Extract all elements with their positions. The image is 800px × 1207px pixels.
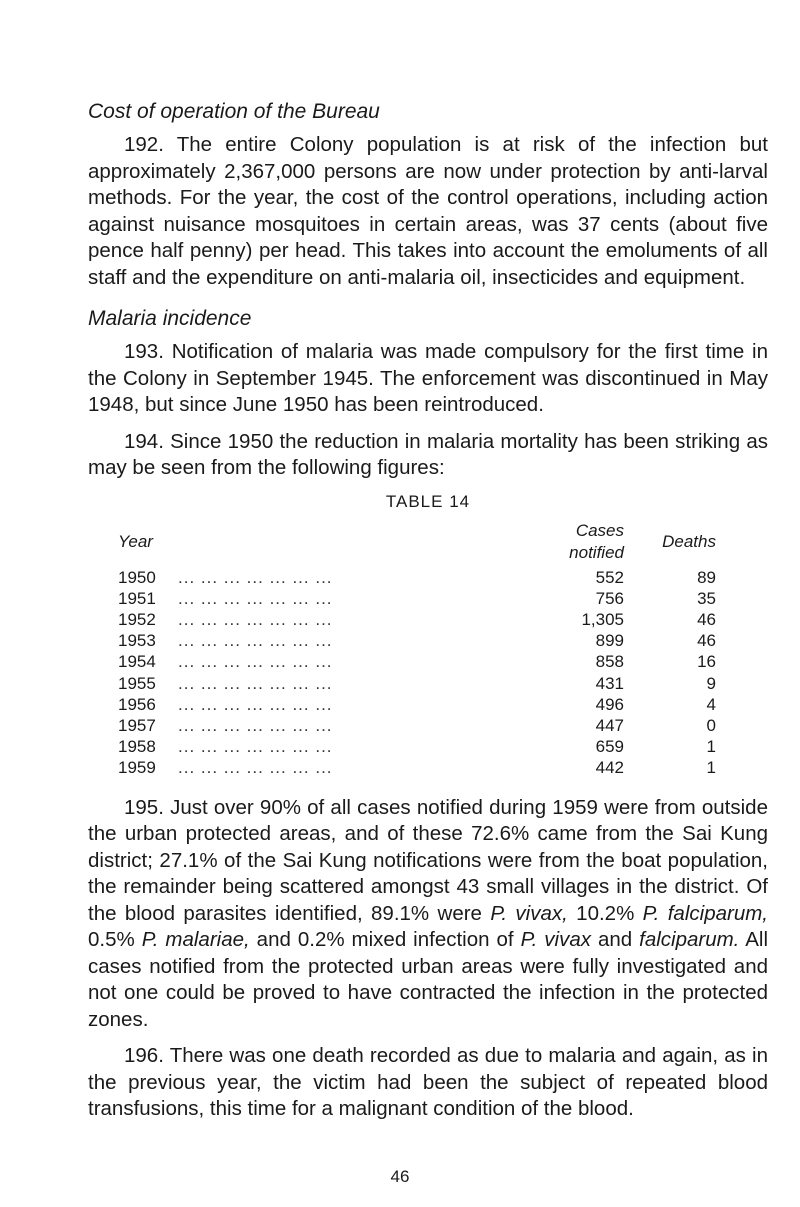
- year-cell: 1958: [118, 737, 156, 757]
- table-row: [118, 715, 730, 736]
- leader-dots: ... ... ... ... ... ... ...: [178, 715, 333, 735]
- paragraph-192: 192. The entire Colony population is at risk of the infection but approximately 2,367,000 persons are now under protection by anti-larval methods. For the year, the cost of the control operations, including action against nuisance mosquitoes in certain areas, was 37 cents (about five pence half penny) per head. This takes into account the emoluments of all staff and the expenditure on anti-malaria oil, insecticides and equipment.: [88, 133, 768, 289]
- cases-cell: 1,305: [581, 609, 624, 629]
- leader-dots: ... ... ... ... ... ... ...: [178, 631, 333, 651]
- deaths-cell: 16: [697, 652, 716, 672]
- cases-cell: 858: [595, 652, 624, 672]
- deaths-cell: 46: [697, 609, 716, 629]
- year-cell: 1959: [118, 758, 156, 778]
- section-heading-malaria-incidence: Malaria incidence: [88, 307, 252, 330]
- cases-cell: 431: [595, 673, 624, 693]
- cases-cell: 659: [595, 737, 624, 757]
- deaths-cell: 1: [706, 758, 716, 778]
- deaths-cell: 0: [706, 715, 716, 735]
- leader-dots: ... ... ... ... ... ... ...: [178, 588, 333, 608]
- year-cell: 1954: [118, 652, 156, 672]
- leader-dots: ... ... ... ... ... ... ...: [178, 609, 333, 629]
- malaria-table: [118, 520, 730, 779]
- table-row: [118, 588, 730, 609]
- leader-dots: ... ... ... ... ... ... ...: [178, 694, 333, 714]
- cases-cell: 447: [595, 715, 624, 735]
- cases-cell: 899: [595, 631, 624, 651]
- table-title: TABLE 14: [385, 491, 471, 511]
- table-row: [118, 757, 730, 778]
- year-cell: 1950: [118, 567, 156, 587]
- paragraph-195: 195. Just over 90% of all cases notified during 1959 were from outside the urban protected areas, and of these 72.6% came from the Sai Kung district; 27.1% of the Sai Kung notifications were from the boat population, the remainder being scattered amongst 43 small villages in the district. Of the blood parasites identified, 89.1% were P. vivax, 10.2% P. falciparum, 0.5% P. malariae, and 0.2% mixed infection of P. vivax and falciparum. All cases notified from the protected urban areas were fully investigated and not one could be proved to have contracted the infection in the protected zones.: [88, 795, 769, 1031]
- header-year: Year: [118, 531, 153, 551]
- leader-dots: ... ... ... ... ... ... ...: [178, 758, 333, 778]
- leader-dots: ... ... ... ... ... ... ...: [178, 673, 333, 693]
- page-number: 46: [390, 1167, 410, 1186]
- header-deaths: Deaths: [662, 531, 716, 551]
- leader-dots: ... ... ... ... ... ... ...: [178, 567, 333, 587]
- deaths-cell: 1: [706, 737, 716, 757]
- year-cell: 1952: [118, 609, 156, 629]
- leader-dots: ... ... ... ... ... ... ...: [178, 652, 333, 672]
- table-row: [118, 567, 730, 588]
- table-row: [118, 673, 730, 694]
- table-row: [118, 651, 730, 672]
- paragraph-194: 194. Since 1950 the reduction in malaria mortality has been striking as may be seen from the following figures:: [88, 429, 768, 479]
- table-body: [118, 567, 730, 779]
- cases-cell: 496: [595, 694, 624, 714]
- cases-cell: 552: [595, 567, 624, 587]
- deaths-cell: 9: [706, 673, 716, 693]
- table-row: [118, 609, 730, 630]
- deaths-cell: 46: [697, 631, 716, 651]
- year-cell: 1953: [118, 631, 156, 651]
- deaths-cell: 89: [697, 567, 716, 587]
- document-page: [88, 98, 768, 1133]
- year-cell: 1951: [118, 588, 156, 608]
- deaths-cell: 4: [706, 694, 716, 714]
- table-row: [118, 694, 730, 715]
- year-cell: 1955: [118, 673, 156, 693]
- section-heading-cost: Cost of operation of the Bureau: [88, 100, 380, 123]
- table-row: [118, 736, 730, 757]
- header-cases: Cases notified: [569, 520, 624, 562]
- leader-dots: ... ... ... ... ... ... ...: [178, 737, 333, 757]
- paragraph-193: 193. Notification of malaria was made compulsory for the first time in the Colony in September 1945. The enforcement was discontinued in May 1948, but since June 1950 has been reintroduced.: [88, 340, 768, 416]
- table-header-row: [118, 520, 730, 567]
- year-cell: 1957: [118, 715, 156, 735]
- year-cell: 1956: [118, 694, 156, 714]
- cases-cell: 442: [595, 758, 624, 778]
- cases-cell: 756: [595, 588, 624, 608]
- paragraph-196: 196. There was one death recorded as due to malaria and again, as in the previous year, the victim had been the subject of repeated blood transfusions, this time for a malignant condition of the blood.: [88, 1044, 768, 1121]
- table-row: [118, 630, 730, 651]
- deaths-cell: 35: [697, 588, 716, 608]
